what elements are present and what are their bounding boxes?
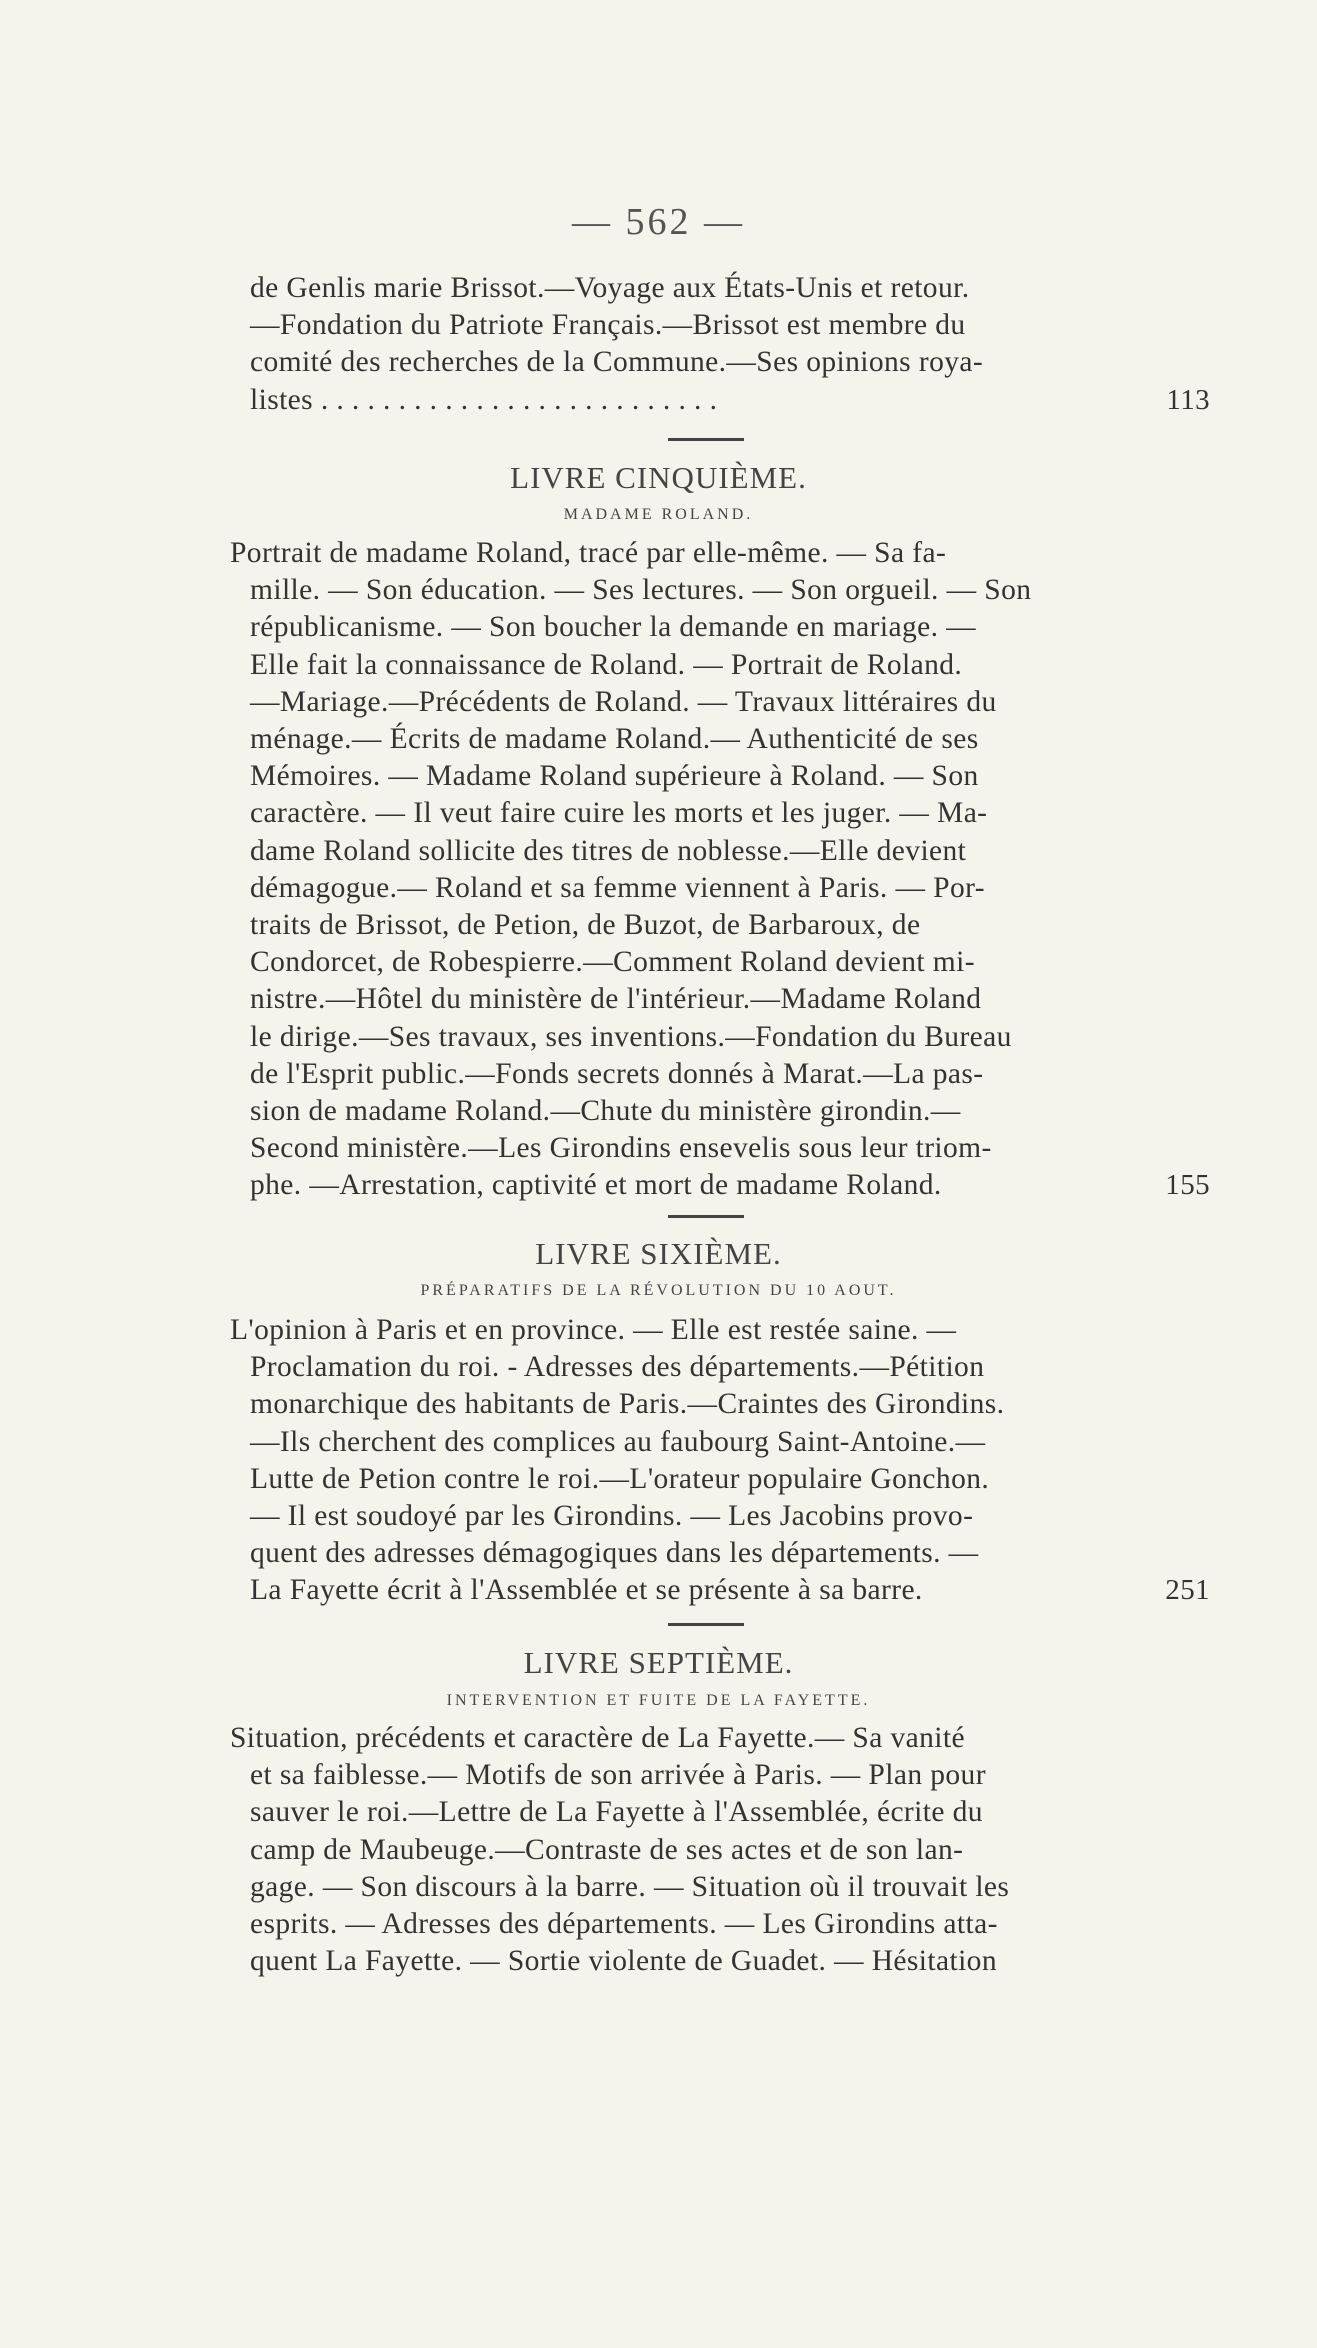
text-line: de Genlis marie Brissot.—Voyage aux États-Unis et retour.	[250, 272, 970, 304]
text-line: sion de madame Roland.—Chute du ministère girondin.—	[250, 1095, 961, 1128]
text-line: mille. — Son éducation. — Ses lectures. — Son orgueil. — Son	[250, 574, 1032, 607]
toc-page-ref: 113	[1166, 383, 1210, 416]
livre6-subtitle: PRÉPARATIFS DE LA RÉVOLUTION DU 10 AOUT.	[420, 1282, 897, 1299]
text-line: La Fayette écrit à l'Assemblée et se présente à sa barre.	[250, 1574, 923, 1607]
text-line: Elle fait la connaissance de Roland. — Portrait de Roland.	[250, 648, 963, 681]
page-number: — 562 —	[572, 201, 745, 243]
text-line: gage. — Son discours à la barre. — Situation où il trouvait les	[250, 1870, 1010, 1903]
livre5-title: LIVRE CINQUIÈME.	[510, 460, 807, 495]
text-line: quent La Fayette. — Sortie violente de Guadet. — Hésitation	[250, 1945, 997, 1978]
section-rule	[668, 1215, 744, 1218]
livre7-summary	[230, 1720, 1210, 1980]
text-line: comité des recherches de la Commune.—Ses opinions roya-	[250, 346, 984, 379]
text-line: —Mariage.—Précédents de Roland. — Travaux littéraires du	[250, 685, 997, 718]
text-line: Proclamation du roi. - Adresses des départements.—Pétition	[250, 1351, 985, 1384]
text-line: traits de Brissot, de Petion, de Buzot, de Barbaroux, de	[250, 909, 921, 942]
livre6-summary	[230, 1312, 1210, 1610]
text-line: Situation, précédents et caractère de La Fayette.— Sa vanité	[230, 1722, 965, 1754]
section-rule	[668, 1623, 744, 1626]
text-line: nistre.—Hôtel du ministère de l'intérieur.—Madame Roland	[250, 983, 982, 1016]
livre5-subtitle: MADAME ROLAND.	[563, 506, 754, 523]
text-line: —Ils cherchent des complices au faubourg Saint-Antoine.—	[250, 1425, 986, 1458]
text-line: Lutte de Petion contre le roi.—L'orateur populaire Gonchon.	[250, 1462, 990, 1495]
text-line: ménage.— Écrits de madame Roland.— Authenticité de ses	[250, 723, 979, 756]
text-line: camp de Maubeuge.—Contraste de ses actes et de son lan-	[250, 1833, 964, 1866]
toc-entry-last-line	[250, 1572, 1210, 1609]
text-line: le dirige.—Ses travaux, ses inventions.—Fondation du Bureau	[250, 1020, 1012, 1053]
intro-paragraph	[250, 270, 1210, 419]
text-line: —Fondation du Patriote Français.—Brissot est membre du	[250, 309, 966, 342]
toc-entry-last-line	[250, 1167, 1210, 1204]
text-line: L'opinion à Paris et en province. — Elle est restée saine. —	[230, 1314, 957, 1346]
livre5-summary	[230, 535, 1210, 1205]
text-line: de l'Esprit public.—Fonds secrets donnés à Marat.—La pas-	[250, 1057, 984, 1090]
toc-entry-last-line	[250, 382, 1210, 419]
text-line: esprits. — Adresses des départements. — Les Girondins atta-	[250, 1908, 998, 1941]
text-line: Second ministère.—Les Girondins ensevelis sous leur triom-	[250, 1132, 992, 1165]
text-line: Portrait de madame Roland, tracé par elle-même. — Sa fa-	[230, 537, 947, 569]
text-line: Mémoires. — Madame Roland supérieure à Roland. — Son	[250, 760, 979, 793]
livre7-subtitle: INTERVENTION ET FUITE DE LA FAYETTE.	[446, 1692, 871, 1709]
livre6-title: LIVRE SIXIÈME.	[535, 1236, 782, 1271]
text-line: Condorcet, de Robespierre.—Comment Roland devient mi-	[250, 946, 975, 979]
text-line: républicanisme. — Son boucher la demande en mariage. —	[250, 611, 977, 644]
toc-page-ref: 155	[1165, 1169, 1210, 1202]
text-line: et sa faiblesse.— Motifs de son arrivée à Paris. — Plan pour	[250, 1759, 986, 1792]
text-line: dame Roland sollicite des titres de noblesse.—Elle devient	[250, 834, 967, 867]
text-line: sauver le roi.—Lettre de La Fayette à l'Assemblée, écrite du	[250, 1796, 983, 1829]
text-line: phe. —Arrestation, captivité et mort de madame Roland.	[250, 1169, 942, 1202]
livre7-title: LIVRE SEPTIÈME.	[523, 1645, 794, 1680]
text-line: caractère. — Il veut faire cuire les morts et les juger. — Ma-	[250, 797, 988, 830]
text-line: — Il est soudoyé par les Girondins. — Les Jacobins provo-	[250, 1500, 974, 1533]
toc-page-ref: 251	[1165, 1574, 1210, 1607]
text-line: monarchique des habitants de Paris.—Craintes des Girondins.	[250, 1388, 1005, 1421]
text-line: démagogue.— Roland et sa femme viennent à Paris. — Por-	[250, 871, 985, 904]
text-line: quent des adresses démagogiques dans les départements. —	[250, 1537, 979, 1570]
section-rule	[668, 438, 744, 441]
text-line: listes . . . . . . . . . . . . . . . . . . . . . . . . . .	[250, 383, 718, 416]
